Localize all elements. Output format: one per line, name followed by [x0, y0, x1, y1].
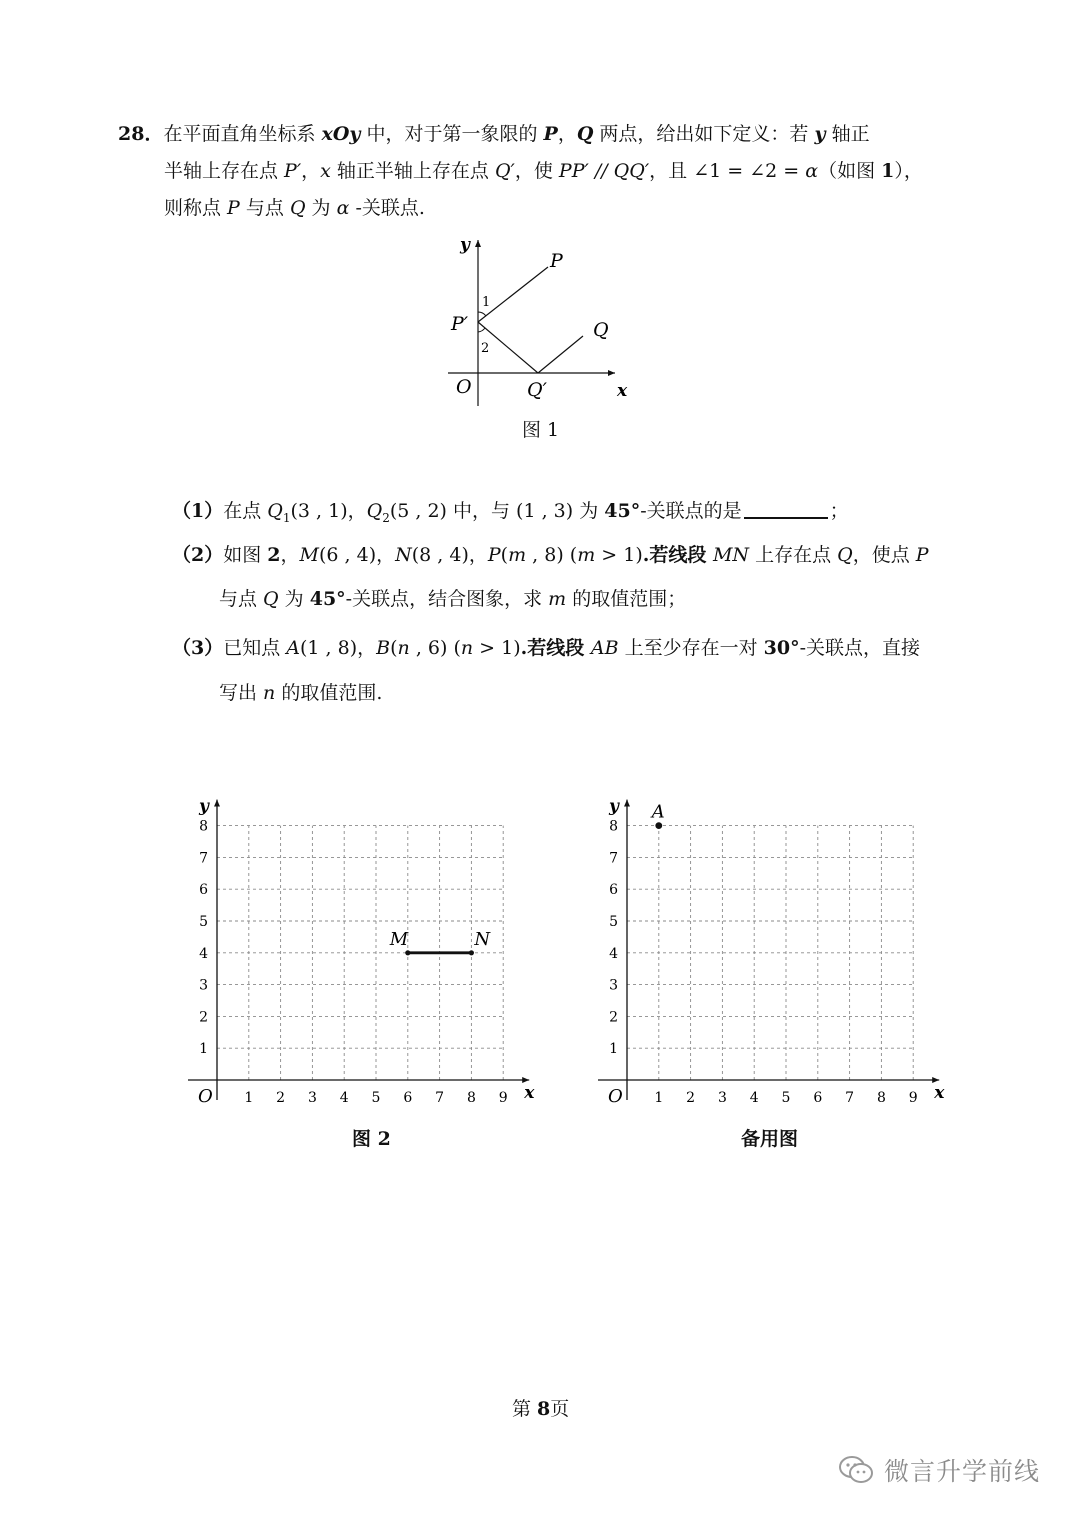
fig2-x-tick-label: 3	[307, 1090, 317, 1106]
question-2-line-2: 与点 Q 为 45°-关联点，结合图象，求 m 的取值范围；	[219, 588, 687, 610]
problem-intro-line-2: 半轴上存在点 P′，x 轴正半轴上存在点 Q′，使 PP′ // QQ′，且 ∠1 = ∠2 = α（如图 1），	[164, 160, 923, 182]
fig2-x-tick-label: 4	[339, 1090, 349, 1106]
fig3-y-tick-label: 6	[609, 882, 618, 899]
figure-2-grid-chart	[180, 770, 550, 1110]
fig3-x-tick-label: 4	[749, 1090, 759, 1106]
fig1-label-x: x	[617, 381, 628, 401]
fig2-x-tick-label: 2	[276, 1090, 286, 1106]
fig2-x-tick-label: 8	[466, 1090, 476, 1106]
spare-figure-caption: 备用图	[741, 1128, 799, 1150]
fig3-x-tick-label: 2	[686, 1090, 696, 1106]
fig1-angle-1-arc	[478, 312, 486, 316]
fig2-x-axis-label: x	[524, 1083, 535, 1103]
fig2-x-tick-label: 1	[244, 1090, 254, 1106]
answer-blank[interactable]	[744, 499, 828, 519]
fig2-y-tick-label: 1	[199, 1041, 208, 1058]
question-3-line-1: （3）已知点 A(1 , 8)，B(n , 6) (n > 1).若线段 AB 上至少存在一对 30°-关联点，直接	[172, 637, 920, 659]
fig3-x-tick-label: 6	[813, 1090, 823, 1106]
fig3-y-tick-label: 1	[609, 1041, 618, 1058]
fig1-ray-q	[538, 336, 583, 373]
fig2-y-tick-label: 8	[199, 818, 208, 835]
fig2-y-tick-label: 7	[199, 850, 208, 867]
fig3-point-label-a: A	[651, 801, 665, 823]
fig3-y-tick-label: 3	[609, 977, 618, 994]
fig3-y-tick-label: 5	[609, 914, 618, 930]
fig3-y-tick-label: 8	[609, 818, 618, 835]
problem-intro-line-1: 28．在平面直角坐标系 xOy 中，对于第一象限的 P，Q 两点，给出如下定义：若 y 轴正	[118, 123, 870, 145]
fig2-origin-label: O	[198, 1086, 213, 1107]
fig1-label-p: P	[550, 250, 563, 272]
fig1-label-p-prime: P′	[451, 313, 469, 335]
fig2-point-n	[469, 950, 474, 955]
fig2-x-tick-label: 7	[435, 1090, 445, 1106]
fig1-label-o: O	[456, 376, 472, 398]
fig2-y-tick-label: 2	[199, 1009, 208, 1026]
spare-figure-grid-chart	[590, 770, 960, 1110]
watermark	[838, 1452, 1040, 1488]
fig1-label-q: Q	[593, 319, 609, 341]
fig2-x-tick-label: 5	[371, 1090, 381, 1106]
fig3-origin-label: O	[608, 1086, 623, 1107]
fig3-x-tick-label: 8	[876, 1090, 886, 1106]
fig3-x-axis-label: x	[934, 1083, 945, 1103]
question-1: （1）在点 $Q_1(3$ , 1)，$Q_2(5$ , 2) 中，与 (1 , 3) 为 45°-关联点的是 ；	[172, 500, 849, 525]
fig3-y-tick-label: 2	[609, 1009, 618, 1026]
fig2-point-label-m: M	[389, 928, 409, 950]
fig3-point-a	[655, 822, 662, 829]
fig2-y-tick-label: 5	[199, 914, 208, 930]
fig3-x-tick-label: 5	[781, 1090, 791, 1106]
fig1-angle-2-arc	[478, 328, 485, 332]
fig3-x-tick-label: 1	[654, 1090, 664, 1106]
fig1-label-y: y	[460, 235, 470, 255]
watermark-text: 微言升学前线	[884, 1457, 1041, 1486]
fig3-y-axis-label: y	[609, 796, 619, 817]
question-2-line-1: （2）如图 2，M(6 , 4)，N(8 , 4)，P(m , 8) (m > 1).若线段 MN 上存在点 Q，使点 P	[172, 544, 929, 566]
figure-1-diagram	[440, 230, 650, 410]
fig1-label-angle-2: 2	[481, 341, 490, 356]
problem-intro-line-3: 则称点 P 与点 Q 为 α -关联点.	[164, 197, 425, 219]
fig1-label-q-prime: Q′	[527, 379, 547, 401]
figure-2-caption: 图 2	[352, 1128, 391, 1150]
page-number: 第 8页	[512, 1398, 570, 1420]
fig2-point-m	[405, 950, 410, 955]
fig2-x-tick-label: 6	[403, 1090, 413, 1106]
fig3-x-tick-label: 7	[845, 1090, 855, 1106]
fig2-y-tick-label: 3	[199, 977, 208, 994]
fig2-point-label-n: N	[474, 928, 491, 950]
fig3-x-tick-label: 3	[717, 1090, 727, 1106]
fig1-label-angle-1: 1	[482, 295, 491, 310]
fig2-y-tick-label: 4	[199, 945, 208, 962]
fig2-y-axis-label: y	[199, 796, 209, 817]
fig3-y-tick-label: 7	[609, 850, 618, 867]
problem-number: 28．	[118, 123, 164, 145]
fig3-y-tick-label: 4	[609, 945, 618, 962]
fig3-x-tick-label: 9	[908, 1090, 918, 1106]
fig2-x-tick-label: 9	[498, 1090, 508, 1106]
wechat-icon	[838, 1455, 874, 1485]
fig2-y-tick-label: 6	[199, 882, 208, 899]
figure-1-caption: 图 1	[522, 419, 560, 441]
question-3-line-2: 写出 n 的取值范围.	[219, 682, 383, 704]
